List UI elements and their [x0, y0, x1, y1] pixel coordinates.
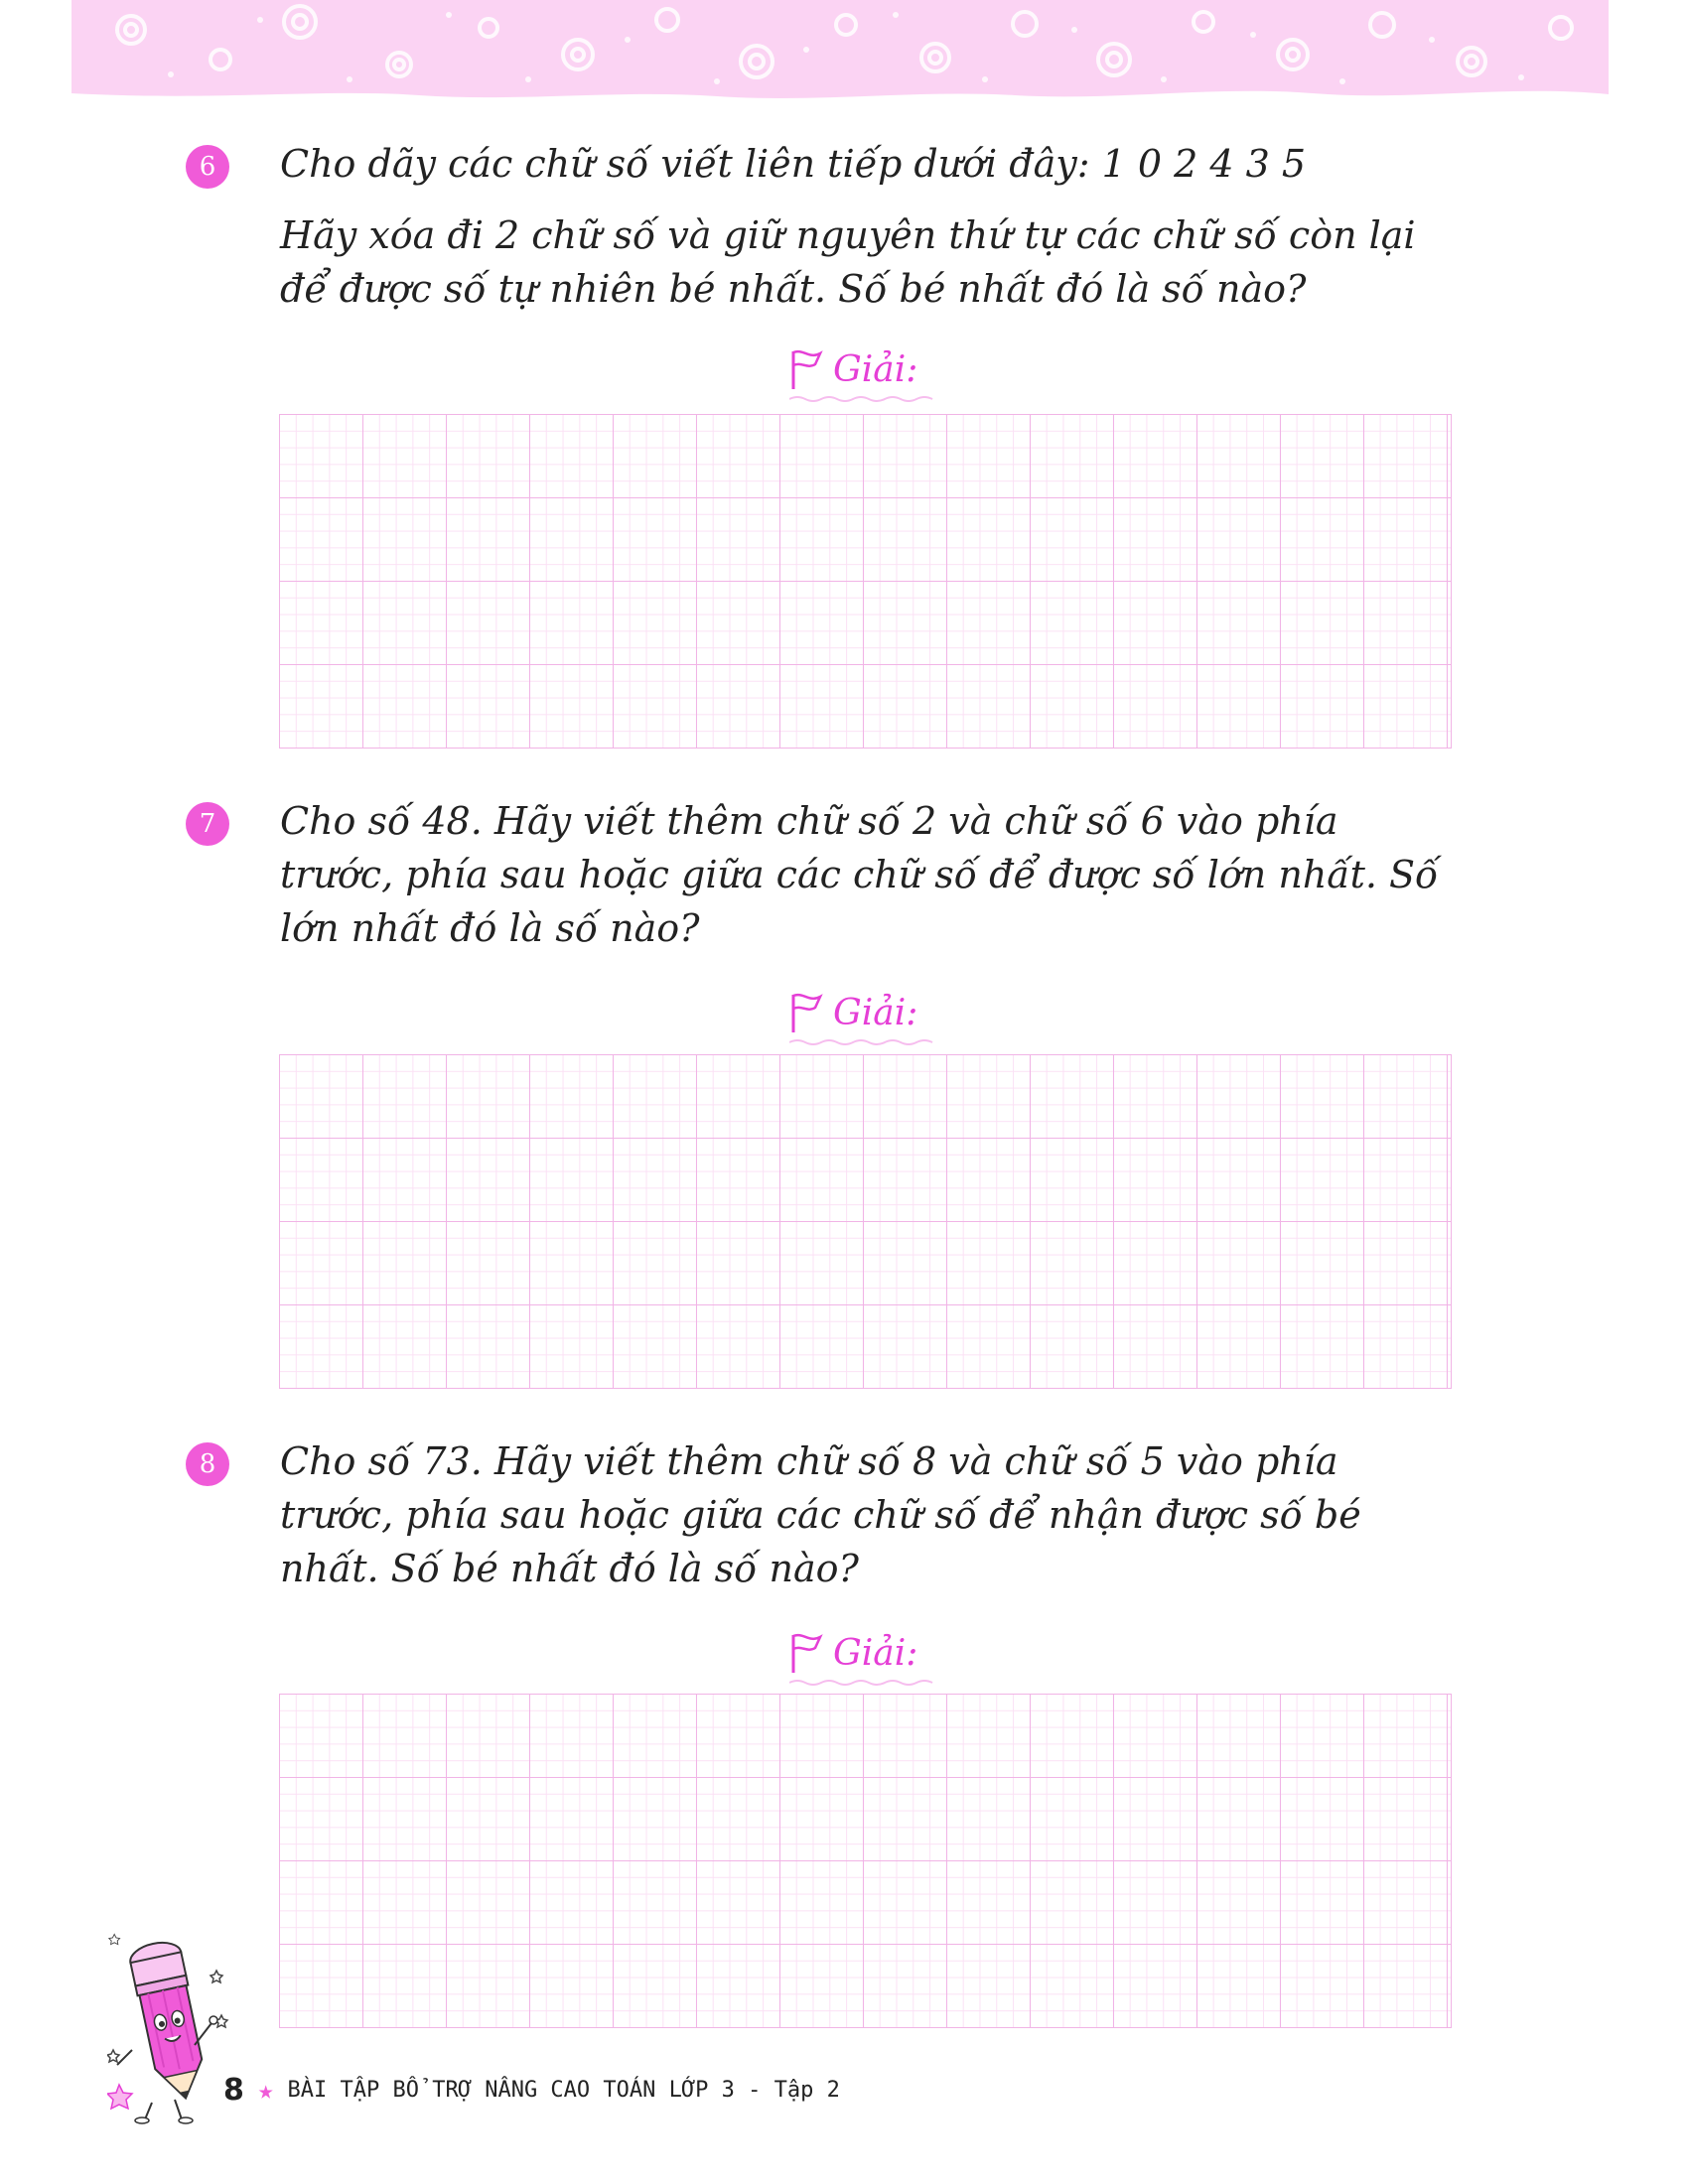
question-number-badge: 8 — [186, 1442, 229, 1486]
question-text — [280, 1434, 1462, 1595]
book-title: BÀI TẬP BỔ TRỢ NÂNG CAO TOÁN LỚP 3 - Tập 2 — [287, 2078, 840, 2103]
solution-label — [789, 340, 988, 399]
flag-icon — [789, 1631, 823, 1675]
question-paragraph: Cho số 48. Hãy viết thêm chữ số 2 và chữ số 6 vào phía trước, phía sau hoặc giữa các chữ số để được số lớn nhất. Số lớn nhất đó là số nào? — [280, 799, 1439, 950]
flag-icon — [789, 991, 823, 1034]
answer-grid[interactable] — [279, 1694, 1452, 2028]
solution-label-text: Giải: — [833, 1632, 918, 1674]
star-icon: ★ — [257, 2075, 274, 2106]
question-text — [280, 137, 1462, 316]
question-paragraph: Cho dãy các chữ số viết liên tiếp dưới đây: 1 0 2 4 3 5 — [280, 142, 1307, 186]
label-underline-decoration — [789, 1038, 938, 1046]
answer-grid[interactable] — [279, 414, 1452, 749]
label-underline-decoration — [789, 1679, 938, 1687]
solution-label-text: Giải: — [833, 348, 918, 390]
question-paragraph: Hãy xóa đi 2 chữ số và giữ nguyên thứ tự các chữ số còn lại để được số tự nhiên bé nhất. Số bé nhất đó là số nào? — [280, 213, 1416, 311]
label-underline-decoration — [789, 395, 938, 403]
solution-label — [789, 1623, 988, 1683]
solution-label — [789, 983, 988, 1042]
decorative-top-band — [71, 0, 1609, 104]
question-text — [280, 794, 1462, 955]
flag-icon — [789, 347, 823, 391]
question-number-badge: 6 — [186, 145, 229, 189]
solution-label-text: Giải: — [833, 992, 918, 1033]
question-number-badge: 7 — [186, 802, 229, 846]
question-paragraph: Cho số 73. Hãy viết thêm chữ số 8 và chữ số 5 vào phía trước, phía sau hoặc giữa các chữ số để nhận được số bé nhất. Số bé nhất đó là số nào? — [280, 1439, 1361, 1590]
page-footer — [223, 2073, 840, 2108]
answer-grid[interactable] — [279, 1054, 1452, 1389]
page-number: 8 — [223, 2073, 244, 2108]
